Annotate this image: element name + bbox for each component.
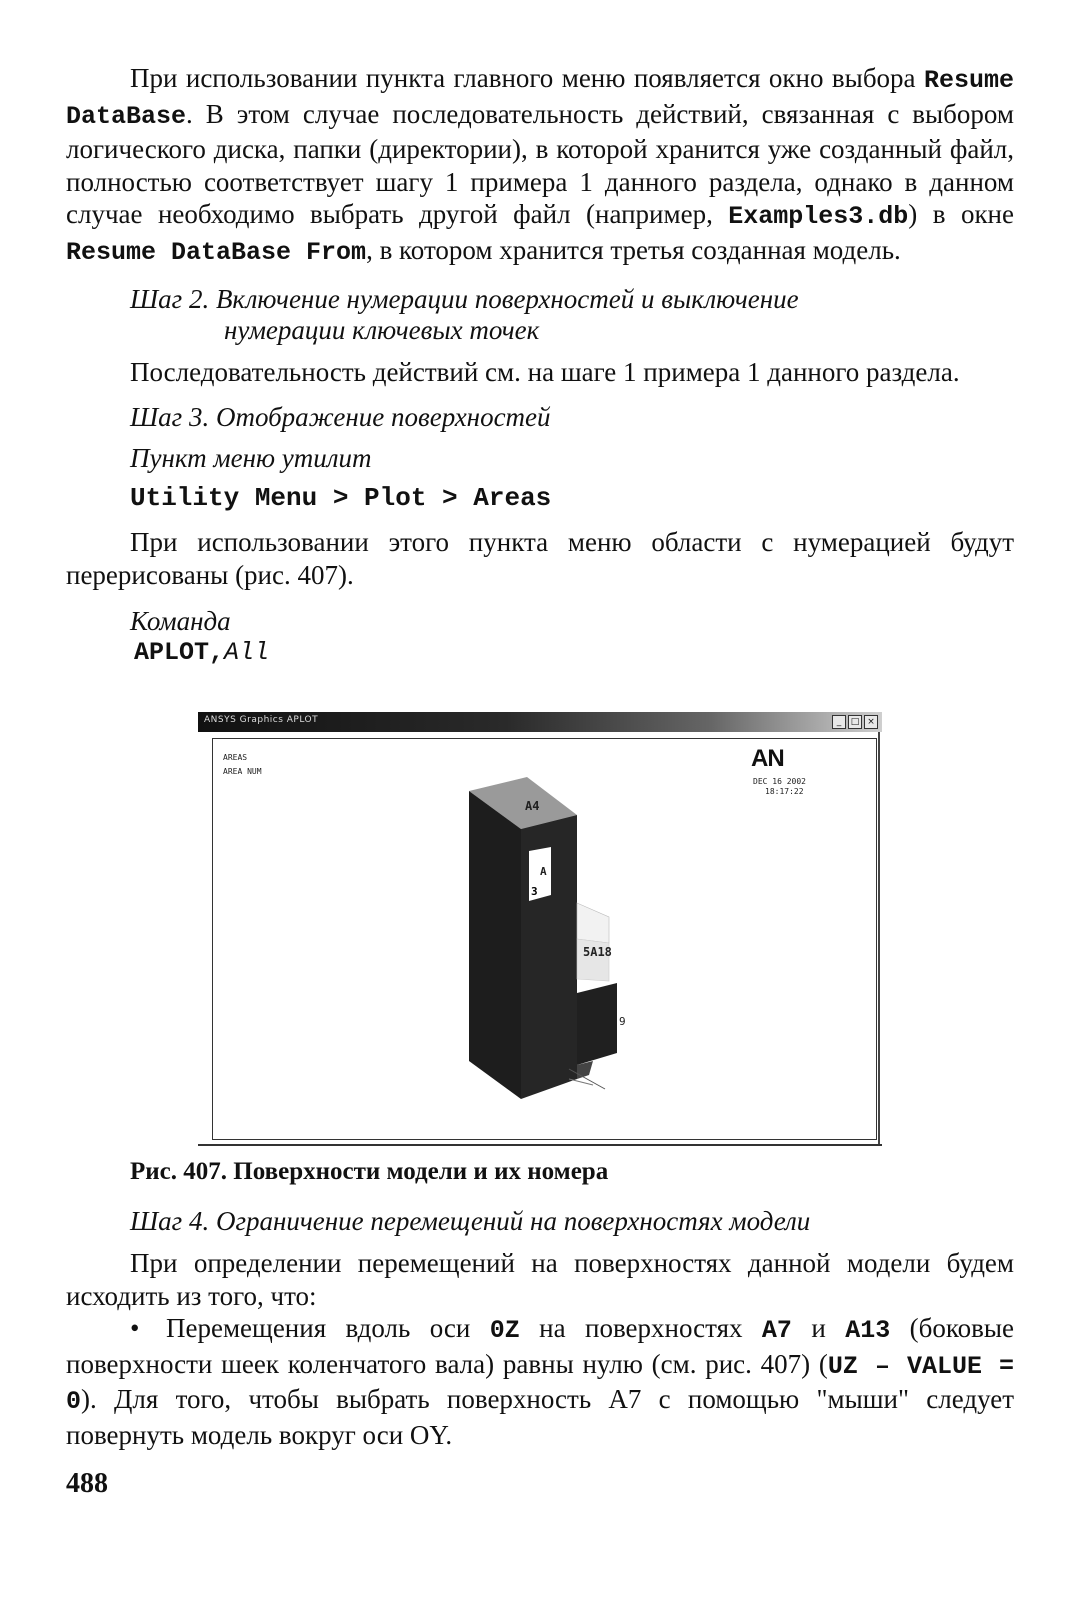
figure-caption: Рис. 407. Поверхности модели и их номера (130, 1158, 609, 1185)
command-argument: All (224, 638, 270, 668)
window-title: ANSYS Graphics APLOT (204, 715, 319, 725)
ansys-graphics-window (198, 712, 882, 1142)
area-label-a9: 9 (619, 1015, 626, 1028)
plot-date: DEC 16 2002 (753, 777, 806, 786)
text: ) в окне (908, 199, 1014, 230)
window-frame (878, 732, 880, 1146)
close-icon[interactable]: × (864, 715, 878, 729)
text: и (791, 1313, 846, 1344)
face-a18-top (577, 903, 609, 943)
menu-path: Utility Menu > Plot > Areas (130, 483, 552, 514)
bullet-item (66, 1312, 1014, 1451)
area-label-a3-a: A (540, 865, 547, 878)
code-area-a13: A13 (845, 1316, 891, 1346)
paragraph-step3: При использовании этого пункта меню области с нумерацией будут перерисованы (рис. 407). (66, 527, 1014, 590)
minimize-icon[interactable]: _ (832, 715, 846, 729)
code-resume-database: Resume DataBase (66, 66, 1014, 131)
text: . В этом случае последовательность действий, связанная с выбором логического диска, папки (директории), в которой хранится уже созданный файл, полностью соответствует шагу 1 примера 1 данного раздела, однако в данном случае необходимо выбрать другой файл (например, (66, 98, 1014, 230)
face-left (469, 791, 521, 1099)
bullet-icon: • (130, 1313, 140, 1344)
utility-menu-label: Пункт меню утилит (130, 443, 372, 474)
code-uz-value: UZ – VALUE = 0 (66, 1351, 1014, 1417)
window-frame-bottom (198, 1144, 882, 1149)
command-label: Команда (130, 606, 231, 637)
paragraph-step2: Последовательность действий см. на шаге 1 примера 1 данного раздела. (130, 356, 960, 387)
paragraph-resume-database (66, 62, 1014, 270)
area-label-a4: A4 (525, 799, 540, 813)
ansys-logo: AN (751, 745, 784, 772)
step-2-heading-cont: нумерации ключевых точек (224, 314, 540, 345)
text: , в котором хранится третья созданная модель. (366, 234, 901, 265)
page-body-lower (66, 1206, 1014, 1452)
step-4-heading: Шаг 4. Ограничение перемещений на поверхностях модели (130, 1206, 811, 1236)
code-resume-database-from: Resume DataBase From (66, 237, 367, 267)
model-render (213, 739, 876, 1139)
text: При использовании пункта главного меню появляется окно выбора (130, 63, 924, 93)
plot-time: 18:17:22 (765, 787, 804, 796)
window-titlebar (198, 712, 882, 732)
window-buttons (832, 715, 878, 729)
label-areas: AREAS (223, 753, 248, 762)
code-axis: 0Z (489, 1316, 520, 1346)
text: (боковые поверхности шеек коленчатого вала) равны нулю (см. рис. 407) ( (66, 1313, 1014, 1379)
text: на поверхностях (519, 1313, 762, 1344)
command-keyword: APLOT, (134, 638, 225, 668)
code-area-a7: A7 (761, 1316, 792, 1346)
paragraph-step4: При определении перемещений на поверхностях данной модели будем исходить из того, что: (66, 1248, 1014, 1311)
graphics-canvas (212, 738, 877, 1140)
page-body (66, 62, 1014, 668)
label-area-num: AREA NUM (223, 767, 262, 776)
face-a9 (577, 983, 617, 1065)
command (134, 637, 1014, 668)
text: Перемещения вдоль оси (166, 1313, 490, 1344)
page-number: 488 (66, 1468, 108, 1499)
code-filename: Examples3.db (728, 202, 909, 232)
maximize-icon[interactable]: □ (848, 715, 862, 729)
area-label-a18: 5A18 (583, 945, 612, 959)
area-label-a3-3: 3 (531, 885, 538, 898)
step-2-heading: Шаг 2. Включение нумерации поверхностей и выключение (130, 283, 799, 314)
text: ). Для того, чтобы выбрать поверхность А7 с помощью "мыши" следует повернуть модель вокруг оси OY. (66, 1384, 1014, 1450)
step-3-heading: Шаг 3. Отображение поверхностей (130, 402, 551, 433)
